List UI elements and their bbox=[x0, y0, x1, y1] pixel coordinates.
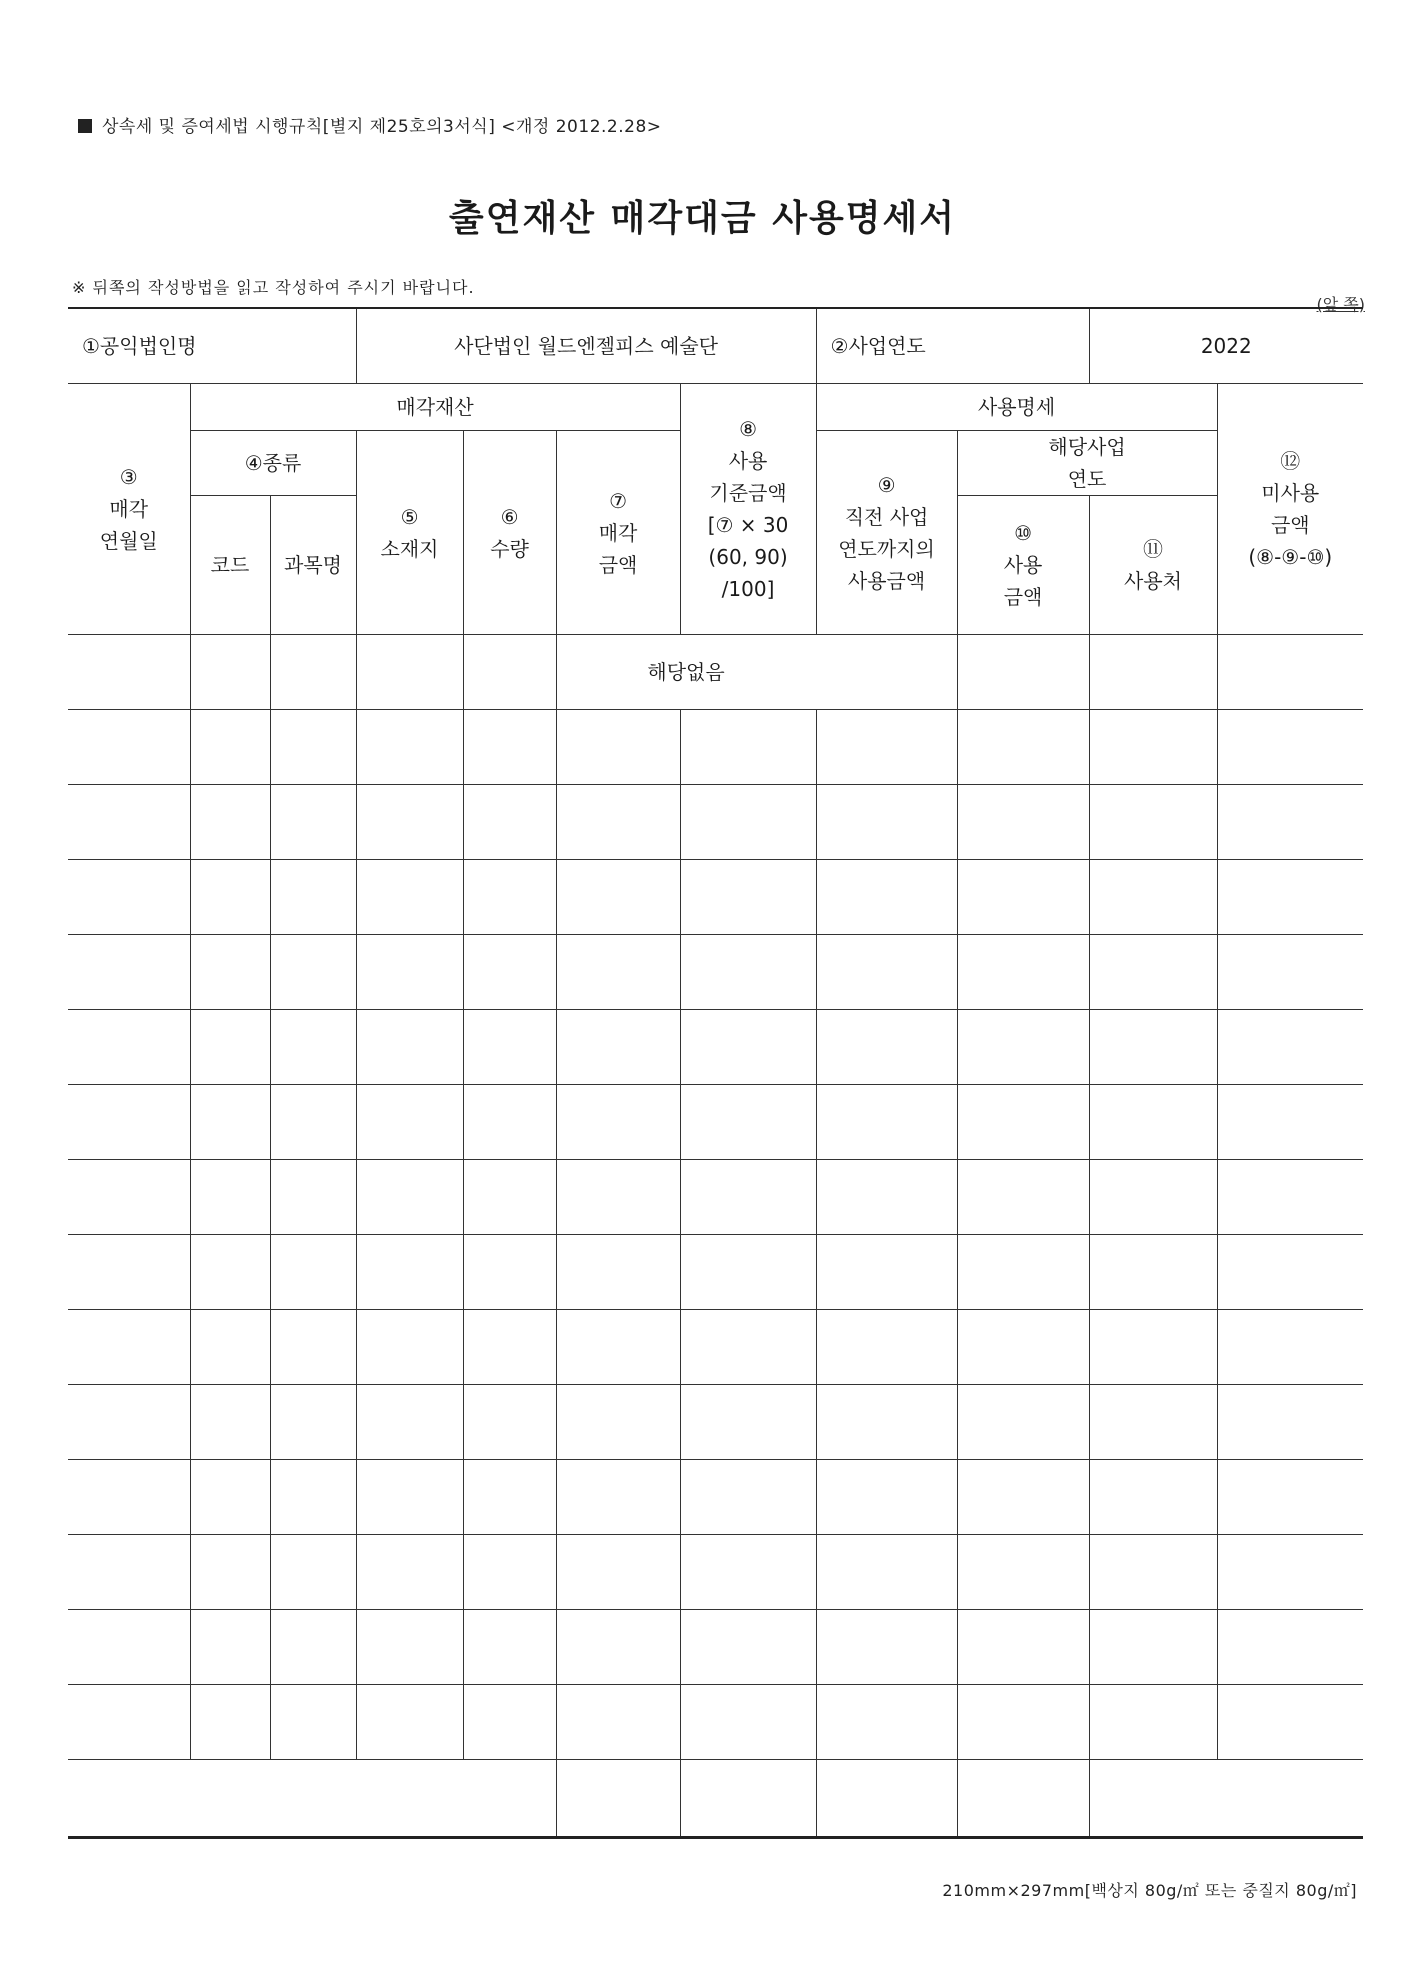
table-row bbox=[68, 1460, 1363, 1535]
table-row bbox=[68, 710, 1363, 785]
table-row bbox=[68, 1160, 1363, 1235]
form-table bbox=[68, 307, 1363, 1839]
header-base-amount: ⑧ 사용 기준금액 [⑦ × 30 (60, 90) /100] bbox=[680, 384, 816, 635]
header-use-place: ⑪ 사용처 bbox=[1089, 496, 1217, 635]
paper-spec: 210mm×297mm[백상지 80g/㎡ 또는 중질지 80g/㎡] bbox=[942, 1881, 1357, 1900]
table-row bbox=[68, 1310, 1363, 1385]
header-sale-amount: ⑦ 매각 금액 bbox=[556, 431, 680, 635]
header-current-year: 해당사업 연도 bbox=[957, 431, 1217, 496]
header-prev-used-amount: ⑨ 직전 사업 연도까지의 사용금액 bbox=[816, 431, 957, 635]
page-side-label: (앞 쪽) bbox=[1316, 295, 1365, 314]
header-code: 코드 bbox=[190, 496, 270, 635]
header-use-amount: ⑩ 사용 금액 bbox=[957, 496, 1089, 635]
table-row bbox=[68, 1085, 1363, 1160]
table-row bbox=[68, 860, 1363, 935]
table-row bbox=[68, 1235, 1363, 1310]
table-row bbox=[68, 1535, 1363, 1610]
header-unused-amount: ⑫ 미사용 금액 (⑧-⑨-⑩) bbox=[1217, 384, 1363, 635]
header-sale-date: ③ 매각 연월일 bbox=[68, 384, 190, 635]
corp-name-label: ①공익법인명 bbox=[68, 308, 356, 384]
header-sold-property: 매각재산 bbox=[190, 384, 680, 431]
instruction-notice: ※ 뒤쪽의 작성방법을 읽고 작성하여 주시기 바랍니다. bbox=[72, 278, 475, 297]
header-quantity: ⑥ 수량 bbox=[463, 431, 556, 635]
header-location: ⑤ 소재지 bbox=[356, 431, 463, 635]
page-title: 출연재산 매각대금 사용명세서 bbox=[448, 198, 957, 239]
table-row bbox=[68, 1610, 1363, 1685]
header-account: 과목명 bbox=[270, 496, 356, 635]
header-usage-detail: 사용명세 bbox=[816, 384, 1217, 431]
table-row bbox=[68, 935, 1363, 1010]
regulation-reference bbox=[78, 112, 662, 137]
total-label-cell bbox=[68, 1760, 556, 1838]
business-year-label: ②사업연도 bbox=[816, 308, 1089, 384]
regulation-text: 상속세 및 증여세법 시행규칙[별지 제25호의3서식] <개정 2012.2.28> bbox=[102, 117, 662, 137]
table-row bbox=[68, 1385, 1363, 1460]
table-row bbox=[68, 635, 1363, 710]
total-row bbox=[68, 1760, 1363, 1838]
header-kind: ④종류 bbox=[190, 431, 356, 496]
business-year-value[interactable]: 2022 bbox=[1089, 308, 1363, 384]
square-bullet-icon bbox=[78, 119, 92, 133]
no-data-text: 해당없음 bbox=[556, 635, 816, 710]
corp-name-value[interactable]: 사단법인 월드엔젤피스 예술단 bbox=[356, 308, 816, 384]
table-row bbox=[68, 785, 1363, 860]
table-row bbox=[68, 1010, 1363, 1085]
table-row bbox=[68, 1685, 1363, 1760]
